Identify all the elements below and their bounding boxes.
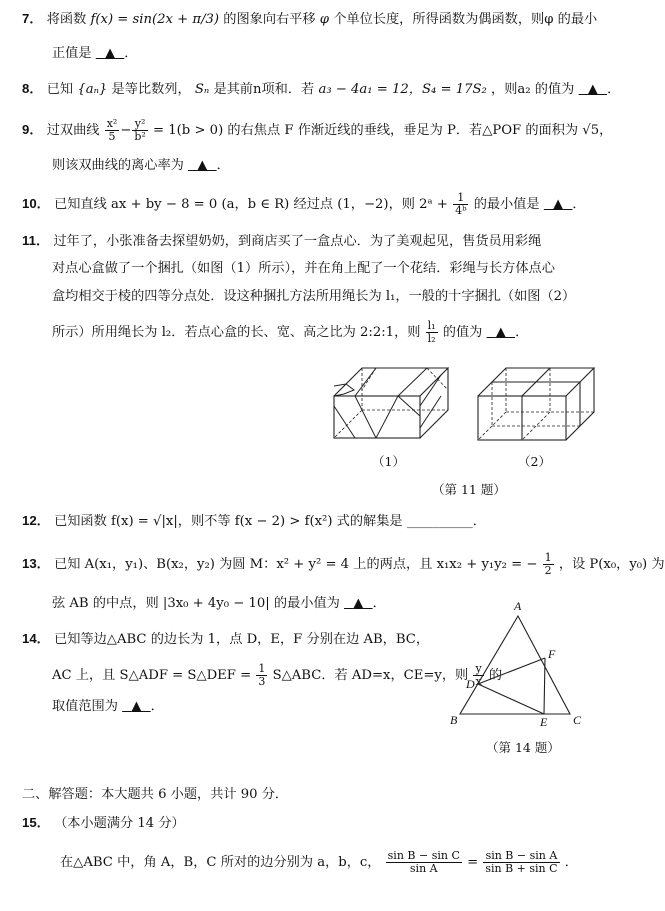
q13-line2: 弦 AB 的中点，则 |3x₀ + 4y₀ − 10| 的最小值为 ▲ ． xyxy=(52,596,386,611)
q11-text-line2: 对点心盒做了一个捆扎（如图（1）所示），并在角上配了一个花结．彩绳与长方体点心 xyxy=(52,261,555,276)
frac-numerator: 1 xyxy=(258,662,266,675)
q7-text-line2: 正值是 xyxy=(52,46,92,61)
q11-text-line3: 盒均相交于棱的四等分点处．设这种捆扎方法所用绳长为 l₁，一般的十字捆扎（如图（2） xyxy=(52,289,576,304)
q7-text-a: 将函数 xyxy=(46,12,87,27)
frac-numerator: sin B − sin C xyxy=(387,849,460,862)
frac-denominator: 4ᵇ xyxy=(455,204,467,217)
q11-number: 11． xyxy=(22,233,50,248)
q11-text-line1: 过年了，小张准备去探望奶奶，到商店买了一盒点心．为了美观起见，售货员用彩绳 xyxy=(53,234,542,249)
q8-number: 8． xyxy=(22,81,43,96)
frac-denominator: 3 xyxy=(258,675,266,688)
q7-answer-blank xyxy=(96,46,125,61)
q11-text-line4a: 所示）所用绳长为 l₂．若点心盒的长、宽、高之比为 2:2:1，则 xyxy=(52,325,421,340)
q7-text-c: 的图象向右平移 xyxy=(223,12,316,27)
q9-line1 xyxy=(22,118,612,143)
label-c: C xyxy=(573,713,582,727)
q9-minus: − xyxy=(120,123,132,138)
q13-number: 13． xyxy=(22,556,50,571)
q10-fraction xyxy=(453,192,468,217)
q15-equals: = xyxy=(467,855,479,870)
frac-denominator: l₂ xyxy=(427,332,436,345)
q11-figure-1-label: （1） xyxy=(372,454,405,469)
q14-fraction-third xyxy=(256,663,267,688)
q10-line: 10． 已知直线 ax + by − 8 = 0 (a，b ∈ R) 经过点 (1，−2)，则 2ᵃ + $\frac{1}{\text{4ᵇ}}$ 的最小值是 ▲ ． xyxy=(22,191,586,217)
q7-line2: 正值是 ▲ ． xyxy=(52,46,138,61)
segment-df xyxy=(478,658,545,684)
q14-answer-blank xyxy=(122,699,151,714)
label-b: B xyxy=(450,713,458,727)
frac-numerator: l₁ xyxy=(427,319,436,332)
q8-answer-blank xyxy=(579,82,608,97)
frac-numerator: x² xyxy=(106,117,118,130)
frac-denominator: 5 xyxy=(108,130,116,143)
q11-line4: 所示）所用绳长为 l₂．若点心盒的长、宽、高之比为 2:2:1，则 $\frac{\text{l₁}}{\text{l₂}}$ 的值为 ▲ ． xyxy=(52,319,529,345)
q13-line1 xyxy=(22,552,665,577)
blank-marker: ▲ xyxy=(553,197,564,212)
blank-marker: ▲ xyxy=(197,158,208,173)
q8-line: 8． 已知 {aₙ} 是等比数列， Sₙ 是其前n项和．若 a₃ − 4a₁ = 12，S₄ = 17S₂ ，则a₂ 的值为 ▲ ． xyxy=(22,81,621,97)
q11-line2 xyxy=(52,260,555,278)
q10-answer-blank xyxy=(544,197,573,212)
q15-number: 15． xyxy=(22,815,50,830)
blank-marker: ▲ xyxy=(104,46,116,61)
label-f: F xyxy=(548,647,556,661)
frac-denominator: sin A xyxy=(409,862,438,875)
q15-header xyxy=(22,814,185,833)
q14-number: 14． xyxy=(22,631,50,646)
q7-line1 xyxy=(22,10,597,29)
q8-text-a: 已知 xyxy=(46,82,74,97)
frac-denominator: 2 xyxy=(544,564,552,577)
q14-line3: 取值范围为 ▲ ． xyxy=(52,699,164,714)
frac-numerator: 1 xyxy=(544,551,552,564)
q15-fraction-right xyxy=(483,850,559,875)
q13-text-line2: 弦 AB 的中点，则 |3x₀ + 4y₀ − 10| 的最小值为 xyxy=(52,596,340,611)
q13-answer-blank xyxy=(344,596,373,611)
q8-sequence: {aₙ} xyxy=(77,82,108,97)
q9-answer-blank xyxy=(188,158,217,173)
q13-fraction xyxy=(543,552,554,577)
frac-numerator: 1 xyxy=(453,192,468,205)
q14-line1 xyxy=(22,630,429,649)
q8-text-d: ，则a₂ 的值为 xyxy=(491,82,575,97)
q7-phi: φ xyxy=(319,12,330,27)
frac-numerator: y xyxy=(475,662,482,675)
q10-text-a: 已知直线 ax + by − 8 = 0 (a，b ∈ R) 经过点 (1，−2)，则 2ᵃ + xyxy=(54,197,448,212)
q8-sn: Sₙ xyxy=(194,82,210,97)
q9-fraction-x xyxy=(105,118,120,143)
frac-denominator: b² xyxy=(134,130,146,143)
q13-text-b: ，设 P(x₀，y₀) 为 xyxy=(558,557,665,572)
triangle-abc xyxy=(460,616,570,714)
q8-text-b: 是等比数列， xyxy=(111,82,191,97)
q10-text-b: 的最小值是 xyxy=(473,197,540,212)
blank-marker: ▲ xyxy=(353,596,364,611)
q9-fraction-y xyxy=(132,118,147,143)
q12-answer-blank: __________ xyxy=(406,514,473,529)
q15-points: （本小题满分 14 分） xyxy=(54,816,185,831)
q11-text-line4b: 的值为 xyxy=(442,325,483,340)
q11-line1 xyxy=(22,232,541,251)
q10-number: 10． xyxy=(22,196,50,211)
frac-denominator: x xyxy=(475,675,482,688)
q11-answer-blank xyxy=(487,325,516,340)
label-e: E xyxy=(540,715,548,729)
q12-number: 12． xyxy=(22,513,50,528)
q9-text-line2: 则该双曲线的离心率为 xyxy=(52,158,184,173)
label-a: A xyxy=(514,599,522,613)
section-2-heading xyxy=(22,786,288,804)
q14-text-line2b: S△ABC．若 AD=x，CE=y，则 xyxy=(272,668,469,683)
q9-number: 9． xyxy=(22,122,43,137)
q11-line3 xyxy=(52,288,575,306)
q15-fraction-left xyxy=(386,850,462,875)
q7-function: f(x) = sin(2x + π/3) xyxy=(90,12,220,27)
q11-fraction xyxy=(426,320,438,345)
q14-line2 xyxy=(52,663,502,688)
q7-text-e: 个单位长度，所得函数为偶函数，则φ 的最小 xyxy=(333,12,598,27)
blank-marker: ▲ xyxy=(587,82,598,97)
q14-caption: （第 14 题） xyxy=(486,740,560,755)
section-2-text: 二、解答题：本大题共 6 小题，共计 90 分． xyxy=(22,787,289,802)
q8-text-c: 是其前n项和．若 xyxy=(213,82,315,97)
q11-figure-2 xyxy=(474,360,604,450)
q9-text-b: = 1(b > 0) 的右焦点 F 作渐近线的垂线，垂足为 P．若△POF 的面积为 √5， xyxy=(153,123,613,138)
q14-triangle-figure xyxy=(448,598,598,728)
q11-figure-1 xyxy=(330,360,460,450)
q13-text-a: 已知 A(x₁，y₁)、B(x₂，y₂) 为圆 M：x² + y² = 4 上的两点，且 x₁x₂ + y₁y₂ = − xyxy=(54,557,538,572)
q9-text-a: 过双曲线 xyxy=(46,123,100,138)
q12-text: 已知函数 f(x) = √|x|，则不等 f(x − 2) > f(x²) 式的解集是 xyxy=(54,514,403,529)
frac-denominator: sin B + sin C xyxy=(485,862,558,875)
label-d: D xyxy=(466,677,475,691)
q11-figure-2-label: （2） xyxy=(518,454,551,469)
q14-text-line2a: AC 上，且 S△ADF = S△DEF = xyxy=(52,668,252,683)
q15-text: 在△ABC 中，角 A，B，C 所对的边分别为 a，b，c， xyxy=(60,855,381,870)
q11-caption: （第 11 题） xyxy=(432,482,506,497)
segment-de xyxy=(478,684,544,714)
q12-line: 12． 已知函数 f(x) = √|x|，则不等 f(x − 2) > f(x²) 式的解集是 __________． xyxy=(22,513,486,529)
q15-period: ． xyxy=(564,855,578,870)
q8-condition: a₃ − 4a₁ = 12，S₄ = 17S₂ xyxy=(318,82,487,97)
q15-line1 xyxy=(60,850,578,875)
q14-text-line2c: 的 xyxy=(488,668,503,683)
q7-number: 7． xyxy=(22,11,43,26)
blank-marker: ▲ xyxy=(131,699,142,714)
frac-numerator: y² xyxy=(132,118,147,131)
q14-text-line1: 已知等边△ABC 的边长为 1，点 D，E，F 分别在边 AB，BC， xyxy=(54,632,430,647)
q9-line2: 则该双曲线的离心率为 ▲ ． xyxy=(52,158,230,173)
q14-text-line3: 取值范围为 xyxy=(52,699,118,714)
frac-numerator: sin B − sin A xyxy=(483,850,559,863)
blank-marker: ▲ xyxy=(495,325,506,340)
